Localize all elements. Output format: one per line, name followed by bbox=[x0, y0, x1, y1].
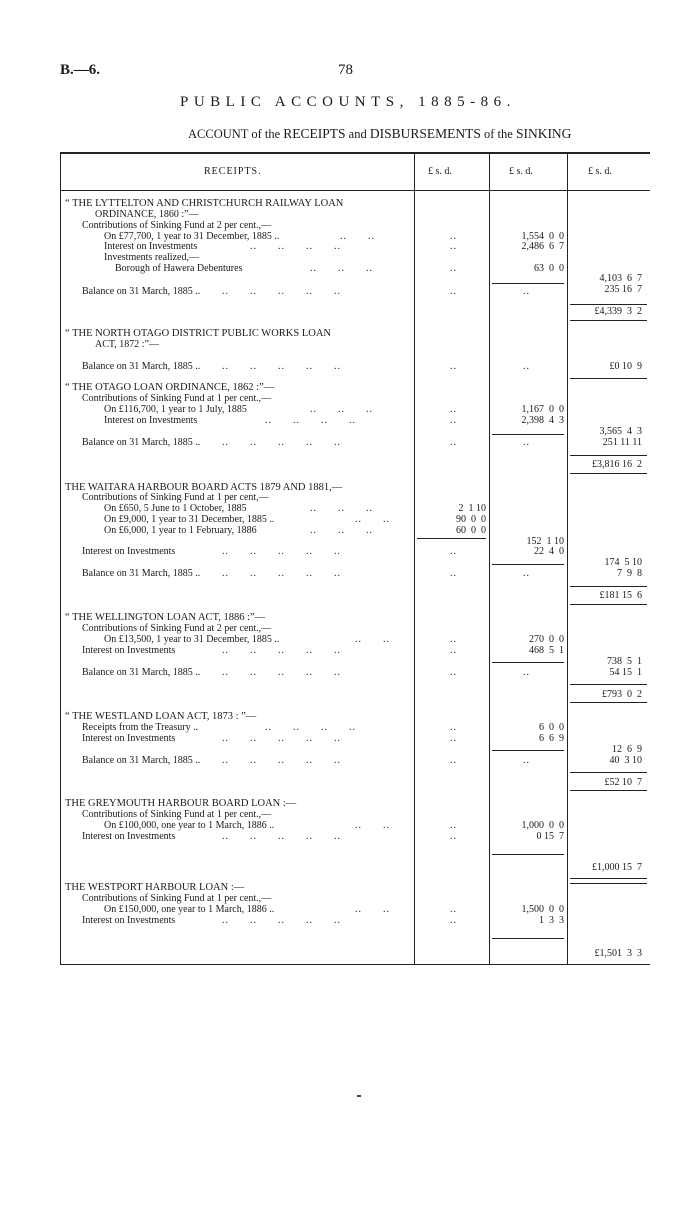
receipt-line: Contributions of Sinking Fund at 1 per cent.,— bbox=[82, 808, 272, 820]
receipt-line: Contributions of Sinking Fund at 1 per cent.,— bbox=[82, 892, 272, 904]
receipt-line: “ THE OTAGO LOAN ORDINANCE, 1862 :”— bbox=[65, 381, 275, 393]
document-reference: B.—6. bbox=[60, 62, 101, 78]
amount-cell: 2,486 6 7 bbox=[521, 240, 564, 252]
receipts-column-header: RECEIPTS. bbox=[204, 166, 262, 177]
receipt-line: Receipts from the Treasury .. bbox=[82, 721, 199, 733]
leader-dots: .. .. bbox=[355, 903, 390, 915]
leader-dots: .. .. .. .. .. bbox=[222, 666, 341, 678]
receipt-line: Balance on 31 March, 1885 .. bbox=[82, 360, 201, 372]
leader-dots: .. bbox=[450, 903, 457, 915]
leader-dots: .. bbox=[450, 819, 457, 831]
leader-dots: .. bbox=[523, 285, 530, 297]
total-amount: £52 10 7 bbox=[604, 776, 642, 788]
amount-cell: 251 11 11 bbox=[602, 436, 642, 448]
receipt-line: On £13,500, 1 year to 31 December, 1885 .. bbox=[104, 633, 280, 645]
total-amount: £1,501 3 3 bbox=[594, 947, 642, 959]
page-number: 78 bbox=[338, 62, 353, 78]
table-rule bbox=[492, 854, 564, 855]
column-divider bbox=[567, 152, 568, 964]
amount-cell: 152 1 10 bbox=[526, 535, 564, 547]
amount-cell: 54 15 1 bbox=[609, 666, 642, 678]
leader-dots: .. bbox=[450, 721, 457, 733]
leader-dots: .. bbox=[450, 644, 457, 656]
amount-cell: 6 6 9 bbox=[539, 732, 564, 744]
receipt-line: Borough of Hawera Debentures bbox=[115, 262, 243, 274]
total-amount: £4,339 3 2 bbox=[594, 305, 642, 317]
table-rule bbox=[60, 190, 650, 191]
leader-dots: .. .. .. .. .. bbox=[222, 545, 341, 557]
amount-cell: 174 5 10 bbox=[604, 556, 642, 568]
leader-dots: .. bbox=[523, 666, 530, 678]
table-rule bbox=[570, 320, 647, 321]
receipt-line: “ THE LYTTELTON AND CHRISTCHURCH RAILWAY LOAN bbox=[65, 197, 344, 209]
table-rule bbox=[492, 750, 564, 751]
receipt-line: Contributions of Sinking Fund at 1 per cent,— bbox=[82, 491, 269, 503]
receipt-line: ACT, 1872 :”— bbox=[95, 338, 159, 350]
receipt-line: Interest on Investments bbox=[82, 732, 176, 744]
leader-dots: .. bbox=[450, 240, 457, 252]
receipt-line: “ THE WELLINGTON LOAN ACT, 1886 :”— bbox=[65, 611, 266, 623]
table-rule bbox=[60, 964, 650, 965]
leader-dots: .. .. bbox=[355, 513, 390, 525]
receipt-line: On £77,700, 1 year to 31 December, 1885 .. bbox=[104, 230, 280, 242]
amount-cell: 22 4 0 bbox=[534, 545, 564, 557]
subtitle-part: RECEIPTS bbox=[283, 126, 346, 141]
table-rule bbox=[570, 304, 647, 305]
leader-dots: .. .. .. bbox=[310, 403, 373, 415]
subtitle-part: of the bbox=[480, 127, 516, 141]
receipt-line: Balance on 31 March, 1885 .. bbox=[82, 285, 201, 297]
amount-cell: 40 3 10 bbox=[609, 754, 642, 766]
pounds-column-header: £ s. d. bbox=[428, 166, 452, 177]
receipt-line: Interest on Investments bbox=[82, 644, 176, 656]
table-rule bbox=[492, 564, 564, 565]
subtitle-part: DISBURSEMENTS bbox=[369, 126, 481, 141]
leader-dots: .. bbox=[450, 732, 457, 744]
pounds-column-header: £ s. d. bbox=[509, 166, 533, 177]
leader-dots: .. bbox=[450, 666, 457, 678]
receipt-line: Balance on 31 March, 1885 .. bbox=[82, 436, 201, 448]
amount-cell: 63 0 0 bbox=[534, 262, 564, 274]
table-rule bbox=[570, 883, 647, 884]
receipt-line: “ THE WESTLAND LOAN ACT, 1873 : ”— bbox=[65, 710, 257, 722]
receipt-line: Balance on 31 March, 1885 .. bbox=[82, 666, 201, 678]
receipt-line: THE WAITARA HARBOUR BOARD ACTS 1879 AND 1881,— bbox=[65, 481, 343, 493]
receipt-line: On £9,000, 1 year to 31 December, 1885 .. bbox=[104, 513, 275, 525]
receipt-line: Interest on Investments bbox=[104, 414, 198, 426]
leader-dots: .. .. .. .. .. bbox=[222, 754, 341, 766]
subtitle-part: ACCOUNT of the bbox=[188, 127, 284, 141]
table-rule bbox=[417, 538, 486, 539]
leader-dots: .. .. .. .. .. bbox=[222, 285, 341, 297]
leader-dots: .. .. .. .. .. bbox=[222, 732, 341, 744]
leader-dots: .. .. .. bbox=[310, 524, 373, 536]
receipt-line: Balance on 31 March, 1885 .. bbox=[82, 754, 201, 766]
page-title: PUBLIC ACCOUNTS, 1885-86. bbox=[180, 94, 516, 110]
receipt-line: Contributions of Sinking Fund at 2 per cent.,— bbox=[82, 219, 272, 231]
receipt-line: On £100,000, one year to 1 March, 1886 .. bbox=[104, 819, 275, 831]
leader-dots: .. bbox=[450, 830, 457, 842]
amount-cell: 3,565 4 3 bbox=[599, 425, 642, 437]
leader-dots: .. .. .. .. .. bbox=[222, 360, 341, 372]
receipt-line: THE GREYMOUTH HARBOUR BOARD LOAN :— bbox=[65, 797, 297, 809]
receipt-line: Balance on 31 March, 1885 .. bbox=[82, 567, 201, 579]
table-rule bbox=[570, 378, 647, 379]
leader-dots: .. bbox=[450, 754, 457, 766]
column-divider bbox=[489, 152, 490, 964]
leader-dots: .. .. .. .. .. bbox=[222, 830, 341, 842]
leader-dots: .. bbox=[450, 436, 457, 448]
table-rule bbox=[570, 790, 647, 791]
column-divider bbox=[414, 152, 415, 964]
stray-mark bbox=[357, 1095, 361, 1097]
leader-dots: .. .. .. .. .. bbox=[222, 567, 341, 579]
table-subtitle bbox=[188, 126, 571, 142]
amount-cell: 235 16 7 bbox=[604, 283, 642, 295]
receipt-line: Interest on Investments bbox=[82, 914, 176, 926]
receipt-line: On £150,000, one year to 1 March, 1886 .. bbox=[104, 903, 275, 915]
receipt-line: On £116,700, 1 year to 1 July, 1885 bbox=[104, 403, 247, 415]
amount-cell: 270 0 0 bbox=[529, 633, 564, 645]
amount-cell: 2 1 10 bbox=[458, 502, 486, 514]
leader-dots: .. .. .. .. bbox=[250, 240, 341, 252]
table-rule bbox=[570, 684, 647, 685]
amount-cell: 1,167 0 0 bbox=[521, 403, 564, 415]
leader-dots: .. bbox=[450, 414, 457, 426]
receipt-line: THE WESTPORT HARBOUR LOAN :— bbox=[65, 881, 245, 893]
table-rule bbox=[570, 473, 647, 474]
amount-cell: 12 6 9 bbox=[612, 743, 642, 755]
leader-dots: .. .. bbox=[355, 633, 390, 645]
leader-dots: .. .. bbox=[355, 819, 390, 831]
leader-dots: .. bbox=[450, 360, 457, 372]
leader-dots: .. bbox=[450, 914, 457, 926]
table-rule bbox=[492, 662, 564, 663]
leader-dots: .. .. .. .. bbox=[265, 721, 356, 733]
receipt-line: “ THE NORTH OTAGO DISTRICT PUBLIC WORKS LOAN bbox=[65, 327, 331, 339]
leader-dots: .. bbox=[523, 360, 530, 372]
amount-cell: 468 5 1 bbox=[529, 644, 564, 656]
amount-cell: 4,103 6 7 bbox=[599, 272, 642, 284]
leader-dots: .. .. .. .. bbox=[265, 414, 356, 426]
receipt-line: ORDINANCE, 1860 :”— bbox=[95, 208, 199, 220]
leader-dots: .. bbox=[450, 262, 457, 274]
receipt-line: Contributions of Sinking Fund at 2 per cent.,— bbox=[82, 622, 272, 634]
pounds-column-header: £ s. d. bbox=[588, 166, 612, 177]
table-top-rule bbox=[60, 152, 650, 154]
amount-cell: 1,000 0 0 bbox=[521, 819, 564, 831]
total-amount: £793 0 2 bbox=[602, 688, 642, 700]
total-amount: £0 10 9 bbox=[609, 360, 642, 372]
leader-dots: .. .. .. bbox=[310, 502, 373, 514]
table-rule bbox=[570, 878, 647, 879]
receipt-line: On £650, 5 June to 1 October, 1885 bbox=[104, 502, 247, 514]
leader-dots: .. bbox=[450, 403, 457, 415]
leader-dots: .. bbox=[450, 285, 457, 297]
receipt-line: On £6,000, 1 year to 1 February, 1886 bbox=[104, 524, 257, 536]
leader-dots: .. .. .. .. .. bbox=[222, 436, 341, 448]
table-rule bbox=[492, 283, 564, 284]
table-rule bbox=[570, 604, 647, 605]
amount-cell: 2,398 4 3 bbox=[521, 414, 564, 426]
leader-dots: .. bbox=[450, 545, 457, 557]
table-rule bbox=[570, 455, 647, 456]
amount-cell: 1,500 0 0 bbox=[521, 903, 564, 915]
leader-dots: .. bbox=[523, 754, 530, 766]
amount-cell: 7 9 8 bbox=[617, 567, 642, 579]
table-rule bbox=[570, 586, 647, 587]
leader-dots: .. bbox=[450, 567, 457, 579]
leader-dots: .. .. .. bbox=[310, 262, 373, 274]
table-rule bbox=[492, 434, 564, 435]
amount-cell: 738 5 1 bbox=[607, 655, 642, 667]
leader-dots: .. .. bbox=[340, 230, 375, 242]
amount-cell: 6 0 0 bbox=[539, 721, 564, 733]
amount-cell: 0 15 7 bbox=[536, 830, 564, 842]
total-amount: £3,816 16 2 bbox=[592, 458, 642, 470]
table-rule bbox=[492, 938, 564, 939]
total-amount: £181 15 6 bbox=[599, 589, 642, 601]
receipt-line: Investments realized,— bbox=[104, 251, 199, 263]
amount-cell: 1,554 0 0 bbox=[521, 230, 564, 242]
subtitle-part: SINKING bbox=[515, 126, 572, 141]
amount-cell: 1 3 3 bbox=[539, 914, 564, 926]
leader-dots: .. bbox=[523, 436, 530, 448]
leader-dots: .. .. .. .. .. bbox=[222, 644, 341, 656]
column-divider bbox=[60, 152, 61, 964]
receipt-line: Interest on Investments bbox=[104, 240, 198, 252]
leader-dots: .. bbox=[450, 230, 457, 242]
amount-cell: 90 0 0 bbox=[456, 513, 486, 525]
table-rule bbox=[570, 772, 647, 773]
amount-cell: 60 0 0 bbox=[456, 524, 486, 536]
receipt-line: Interest on Investments bbox=[82, 545, 176, 557]
receipt-line: Contributions of Sinking Fund at 1 per cent.,— bbox=[82, 392, 272, 404]
leader-dots: .. .. .. .. .. bbox=[222, 914, 341, 926]
leader-dots: .. bbox=[450, 633, 457, 645]
total-amount: £1,000 15 7 bbox=[592, 861, 642, 873]
subtitle-part: and bbox=[345, 127, 370, 141]
receipt-line: Interest on Investments bbox=[82, 830, 176, 842]
leader-dots: .. bbox=[523, 567, 530, 579]
table-rule bbox=[570, 702, 647, 703]
